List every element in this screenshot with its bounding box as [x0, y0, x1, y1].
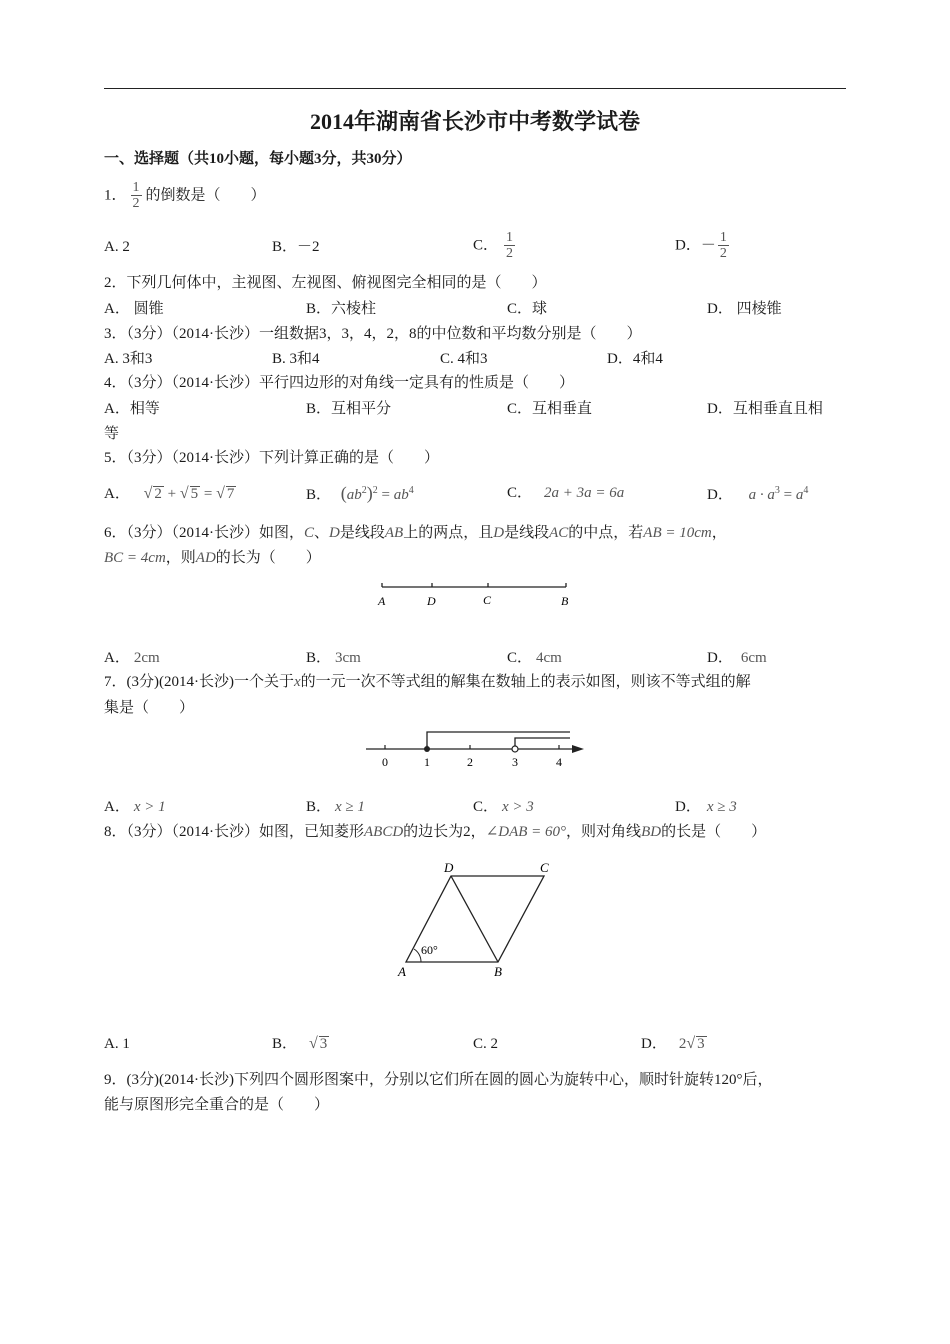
sqrt-expression: 5 — [190, 486, 199, 502]
ray-x-ge-1 — [427, 732, 570, 749]
sqrt-expression: 3 — [697, 1036, 705, 1052]
q3-option-b[interactable]: B. 3和4 — [272, 351, 320, 367]
q6-option-c[interactable]: C． 4cm — [507, 650, 562, 666]
question-5-stem: 5．（3分）（2014·长沙）下列计算正确的是（ ） — [104, 450, 439, 466]
hollow-point-3 — [512, 746, 518, 752]
angle-arc — [414, 949, 421, 962]
diagonal-bd — [451, 876, 498, 962]
q7-option-d[interactable]: D． x ≥ 3 — [675, 799, 737, 815]
q4-option-d[interactable]: D．互相垂直且相 — [707, 401, 823, 417]
fraction: $\frac{1}{2}$ — [132, 180, 140, 212]
q3-option-a[interactable]: A. 3和3 — [104, 351, 153, 367]
section-heading: 一、选择题（共10小题，每小题3分，共30分） — [104, 151, 412, 167]
page-title: 2014年湖南省长沙市中考数学试卷 — [309, 109, 640, 134]
vertex-label-d: D — [444, 860, 454, 875]
number-line-figure — [360, 724, 590, 772]
header-rule — [104, 88, 846, 89]
q4-option-d-continued: 等 — [104, 426, 120, 442]
question-1-stem: 1． $\frac{1}{2}$ 的倒数是（ ） — [104, 180, 266, 212]
q1-option-b[interactable]: B．－2 — [272, 239, 320, 255]
q7-option-a[interactable]: A． x > 1 — [104, 799, 166, 815]
q5-option-a[interactable]: A． √ 2 + √ 5 = √ 7 — [104, 485, 235, 502]
q8-option-a[interactable]: A. 1 — [104, 1036, 130, 1052]
ray-x-gt-3 — [515, 738, 570, 749]
question-4-stem: 4．（3分）（2014·长沙）平行四边形的对角线一定具有的性质是（ ） — [104, 375, 574, 391]
rhombus-figure — [390, 856, 560, 982]
question-6-stem-line1: 6．（3分）（2014·长沙）如图，C、D是线段AB上的两点，且D是线段AC的中点，若AB = 10cm， — [104, 525, 727, 541]
angle-label: 60° — [421, 943, 438, 957]
q1-option-d[interactable]: D．－ $\frac{1}{2}$ — [675, 230, 727, 262]
q1-option-c[interactable]: C． $\frac{1}{2}$ — [473, 230, 514, 262]
q8-option-b[interactable]: B． √ 3 — [272, 1035, 328, 1052]
question-9-stem-line1: 9．(3分)(2014·长沙)下列四个圆形图案中，分别以它们所在圆的圆心为旋转中心，顺时针旋转120°后， — [104, 1072, 773, 1088]
point-label-c: C — [483, 593, 492, 607]
q2-option-c[interactable]: C．球 — [507, 301, 548, 317]
q8-option-c[interactable]: C. 2 — [473, 1036, 499, 1052]
fraction: $\frac{1}{2}$ — [506, 230, 514, 262]
question-7-stem-line1: 7．(3分)(2014·长沙)一个关于x的一元一次不等式组的解集在数轴上的表示如图，则该不等式组的解 — [104, 674, 751, 690]
point-label-a: A — [378, 594, 386, 608]
q7-option-b[interactable]: B． x ≥ 1 — [306, 799, 365, 815]
q6-option-a[interactable]: A． 2cm — [104, 650, 160, 666]
sqrt-expression: 3 — [319, 1036, 328, 1052]
q6-option-b[interactable]: B． 3cm — [306, 650, 361, 666]
fraction: $\frac{1}{2}$ — [719, 230, 727, 262]
question-3-stem: 3．（3分）（2014·长沙）一组数据3，3，4，2，8的中位数和平均数分别是（ ） — [104, 326, 642, 342]
q7-option-c[interactable]: C． x > 3 — [473, 799, 534, 815]
q5-option-b[interactable]: B． $(ab^2)^2 = ab^4$ — [306, 483, 414, 503]
tick-label-0: 0 — [382, 755, 388, 769]
tick-label-1: 1 — [424, 755, 430, 769]
q6-option-d[interactable]: D． 6cm — [707, 650, 767, 666]
solid-point-1 — [424, 746, 430, 752]
vertex-label-c: C — [540, 860, 549, 875]
q2-option-a[interactable]: A． 圆锥 — [104, 301, 164, 317]
q3-option-c[interactable]: C. 4和3 — [440, 351, 488, 367]
vertex-label-b: B — [494, 964, 502, 979]
question-8-stem: 8．（3分）（2014·长沙）如图，已知菱形ABCD的边长为2，∠DAB = 60°，则对角线BD的长是（ ） — [104, 824, 767, 840]
q2-option-d[interactable]: D． 四棱锥 — [707, 301, 782, 317]
q4-option-b[interactable]: B．互相平分 — [306, 401, 392, 417]
q4-option-c[interactable]: C．互相垂直 — [507, 401, 593, 417]
tick-label-4: 4 — [556, 755, 562, 769]
q8-option-d[interactable]: D． 2√ 3 — [641, 1035, 705, 1052]
question-6-stem-line2: BC = 4cm，则AD的长为（ ） — [104, 550, 321, 566]
vertex-label-a: A — [398, 964, 406, 979]
sqrt-expression: 2 — [154, 486, 162, 502]
q1-option-a[interactable]: A. 2 — [104, 239, 130, 255]
q5-option-c[interactable]: C． 2a + 3a = 6a — [507, 485, 625, 501]
q2-option-b[interactable]: B．六棱柱 — [306, 301, 377, 317]
question-2-stem: 2．下列几何体中，主视图、左视图、俯视图完全相同的是（ ） — [104, 275, 547, 291]
tick-label-2: 2 — [467, 755, 473, 769]
question-7-stem-line2: 集是（ ） — [104, 700, 195, 716]
q3-option-d[interactable]: D．4和4 — [607, 351, 663, 367]
q4-option-a[interactable]: A．相等 — [104, 401, 160, 417]
arrow-icon — [572, 745, 584, 753]
tick-label-3: 3 — [512, 755, 518, 769]
segment-figure — [370, 578, 580, 612]
q5-option-d[interactable]: D． $a \cdot a^3 = a^4$ — [707, 485, 809, 503]
point-label-d: D — [427, 594, 436, 608]
point-label-b: B — [561, 594, 569, 608]
question-9-stem-line2: 能与原图形完全重合的是（ ） — [104, 1097, 330, 1113]
sqrt-expression: 7 — [226, 486, 235, 502]
